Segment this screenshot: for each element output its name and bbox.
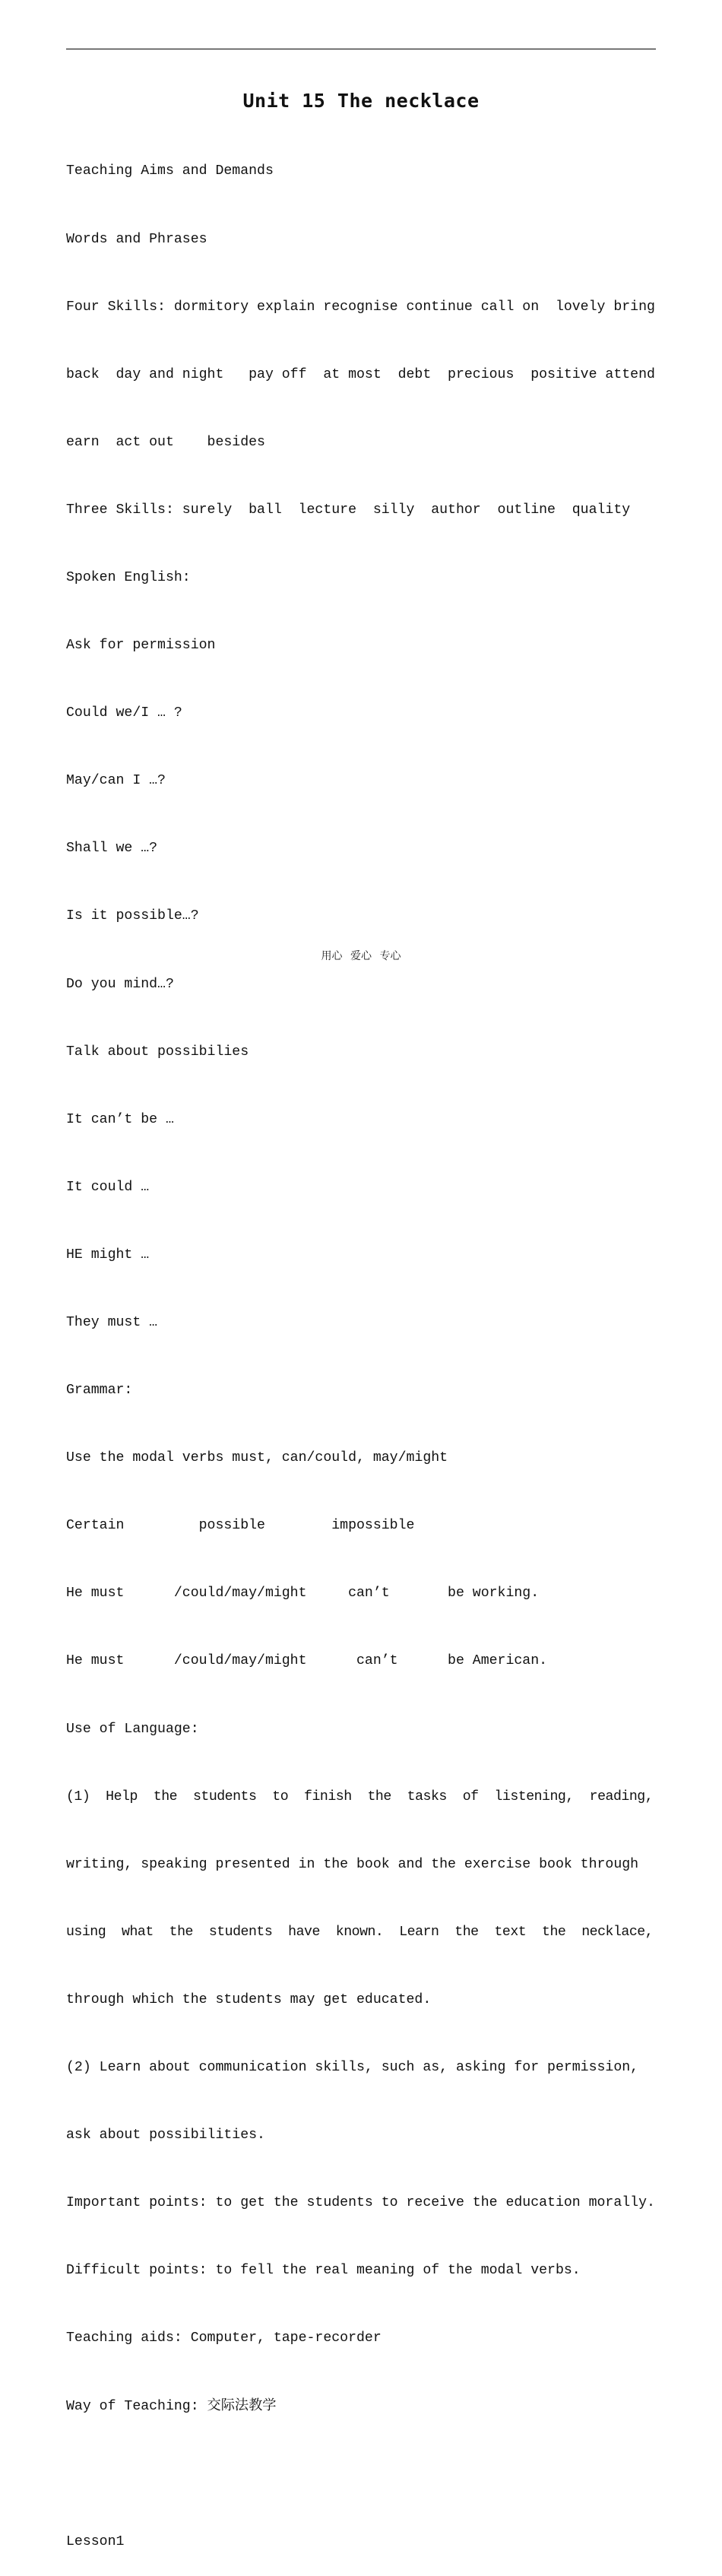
- text-line: May/can I …?: [66, 773, 166, 789]
- page-footer: 用心 爱心 专心: [321, 950, 401, 962]
- text-line: Certain possible impossible: [66, 1518, 415, 1534]
- text-line: They must …: [66, 1315, 158, 1330]
- text-line: Ask for permission: [66, 638, 216, 654]
- text-line: Difficult points: to fell the real meaning of the modal verbs.: [66, 2263, 581, 2279]
- text-line: He must /could/may/might can’t be working.: [66, 1586, 540, 1602]
- text-line: Talk about possibilies: [66, 1044, 249, 1060]
- text-line: back day and night pay off at most debt precious positive attend: [66, 366, 655, 382]
- page-title: Unit 15 The necklace: [242, 90, 480, 112]
- text-line: Teaching aids: Computer, tape-recorder: [66, 2330, 382, 2346]
- text-line: HE might …: [66, 1247, 150, 1263]
- text-line: Words and Phrases: [66, 231, 207, 247]
- text-line: Use of Language:: [66, 1721, 199, 1737]
- text-line: Lesson1: [66, 2533, 125, 2549]
- text-line: Do you mind…?: [66, 976, 174, 992]
- text-line: It could …: [66, 1179, 150, 1195]
- text-line: Important points: to get the students to receive the education morally.: [66, 2195, 655, 2211]
- text-line: ask about possibilities.: [66, 2128, 265, 2143]
- text-line: He must /could/may/might can’t be American.: [66, 1653, 548, 1669]
- text-line: Could we/I … ?: [66, 705, 182, 721]
- text-line: Use the modal verbs must, can/could, may/might: [66, 1450, 448, 1466]
- text-line: Spoken English:: [66, 569, 191, 585]
- text-line: Shall we …?: [66, 841, 158, 857]
- text-line: Four Skills: dormitory explain recognise continue call on lovely bring: [66, 299, 655, 315]
- text-line: Teaching Aims and Demands: [66, 163, 274, 179]
- text-line: Is it possible…?: [66, 908, 199, 924]
- text-line: It can’t be …: [66, 1111, 174, 1127]
- blank-line: [66, 2464, 656, 2486]
- document-body: [66, 116, 656, 2576]
- text-line: Three Skills: surely ball lecture silly author outline quality: [66, 502, 631, 518]
- text-line: (1) Help the students to finish the tasks of listening, reading,: [66, 1789, 654, 1804]
- text-line: writing, speaking presented in the book and the exercise book through: [66, 1856, 639, 1872]
- text-line: (2) Learn about communication skills, such as, asking for permission,: [66, 2060, 639, 2076]
- text-line: through which the students may get educated.: [66, 1991, 432, 2007]
- text-line: Grammar:: [66, 1383, 133, 1399]
- text-line: earn act out besides: [66, 434, 265, 450]
- text-line: Way of Teaching: 交际法教学: [66, 2398, 277, 2414]
- text-line: using what the students have known. Learn the text the necklace,: [66, 1924, 654, 1940]
